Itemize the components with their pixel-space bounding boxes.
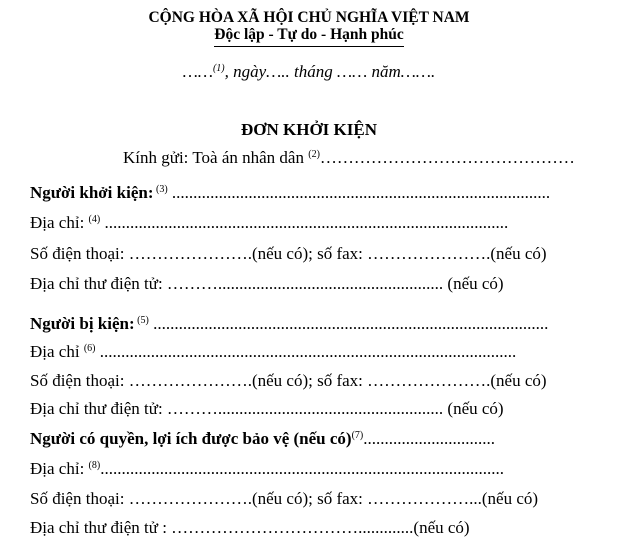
- field-label: Địa chỉ: [30, 342, 84, 361]
- field-label: Số điện thoại: ………………….(nếu có); số fax: ………………...(nếu có): [30, 489, 539, 508]
- plaintiff-phone-fax-line: [30, 244, 547, 264]
- footnote-ref: (7): [351, 430, 364, 441]
- field-blank[interactable]: ...............................: [363, 429, 496, 448]
- field-label: Người bị kiện:: [30, 314, 135, 333]
- defendant-phone-fax-line: [30, 371, 547, 391]
- country-heading: CỘNG HÒA XÃ HỘI CHỦ NGHĨA VIỆT NAM: [148, 9, 470, 26]
- field-blank[interactable]: ..................................................................................................: [95, 342, 517, 361]
- motto-text: Độc lập - Tự do - Hạnh phúc: [214, 25, 403, 47]
- footnote-ref: (6): [83, 343, 96, 354]
- field-blank[interactable]: .........................................................................................: [167, 183, 551, 202]
- footnote-ref: (3): [153, 184, 168, 195]
- footnote-ref-2: (2): [308, 149, 320, 160]
- protected-party-line: [30, 429, 495, 449]
- date-line: [0, 62, 618, 82]
- field-label: Địa chỉ:: [30, 459, 89, 478]
- field-blank[interactable]: ...............................................................................................: [100, 213, 509, 232]
- footnote-ref: (8): [88, 460, 101, 471]
- motto-heading: [0, 25, 618, 47]
- field-label: Người có quyền, lợi ích được bảo vệ (nếu có): [30, 429, 352, 448]
- defendant-email-line: [30, 399, 504, 419]
- form-title: ĐƠN KHỞI KIỆN: [240, 120, 378, 139]
- protected-phone-fax-line: [30, 489, 538, 509]
- field-blank[interactable]: .............................................................................................: [148, 314, 549, 333]
- plaintiff-line: [30, 183, 550, 203]
- defendant-address-line: [30, 342, 516, 362]
- field-label: Địa chỉ thư điện tử: ………..................................................... (nếu có): [30, 399, 504, 418]
- footnote-ref-1: (1): [212, 63, 225, 74]
- footnote-ref: (4): [88, 214, 101, 225]
- recipient-blank: ………………………………………: [319, 148, 575, 167]
- protected-email-line: [30, 518, 470, 538]
- place-blank: ……: [182, 62, 213, 81]
- field-label: Địa chỉ thư điện tử: ………..................................................... (nếu có): [30, 274, 504, 293]
- field-label: Số điện thoại: ………………….(nếu có); số fax: ………………….(nếu có): [30, 371, 547, 390]
- recipient-label: Kính gửi: Toà án nhân dân: [123, 148, 309, 167]
- field-label: Số điện thoại: ………………….(nếu có); số fax: ………………….(nếu có): [30, 244, 547, 263]
- recipient-line: [123, 148, 575, 168]
- field-label: Địa chỉ:: [30, 213, 89, 232]
- plaintiff-address-line: [30, 213, 508, 233]
- date-blank: , ngày….. tháng …… năm…….: [224, 62, 436, 81]
- plaintiff-email-line: [30, 274, 504, 294]
- field-blank[interactable]: ...............................................................................................: [100, 459, 504, 478]
- footnote-ref: (5): [134, 315, 149, 326]
- field-label: Địa chỉ thư điện tử : …………………………….............(nếu có): [30, 518, 470, 537]
- defendant-line: [30, 314, 548, 334]
- protected-address-line: [30, 459, 504, 479]
- field-label: Người khởi kiện:: [30, 183, 154, 202]
